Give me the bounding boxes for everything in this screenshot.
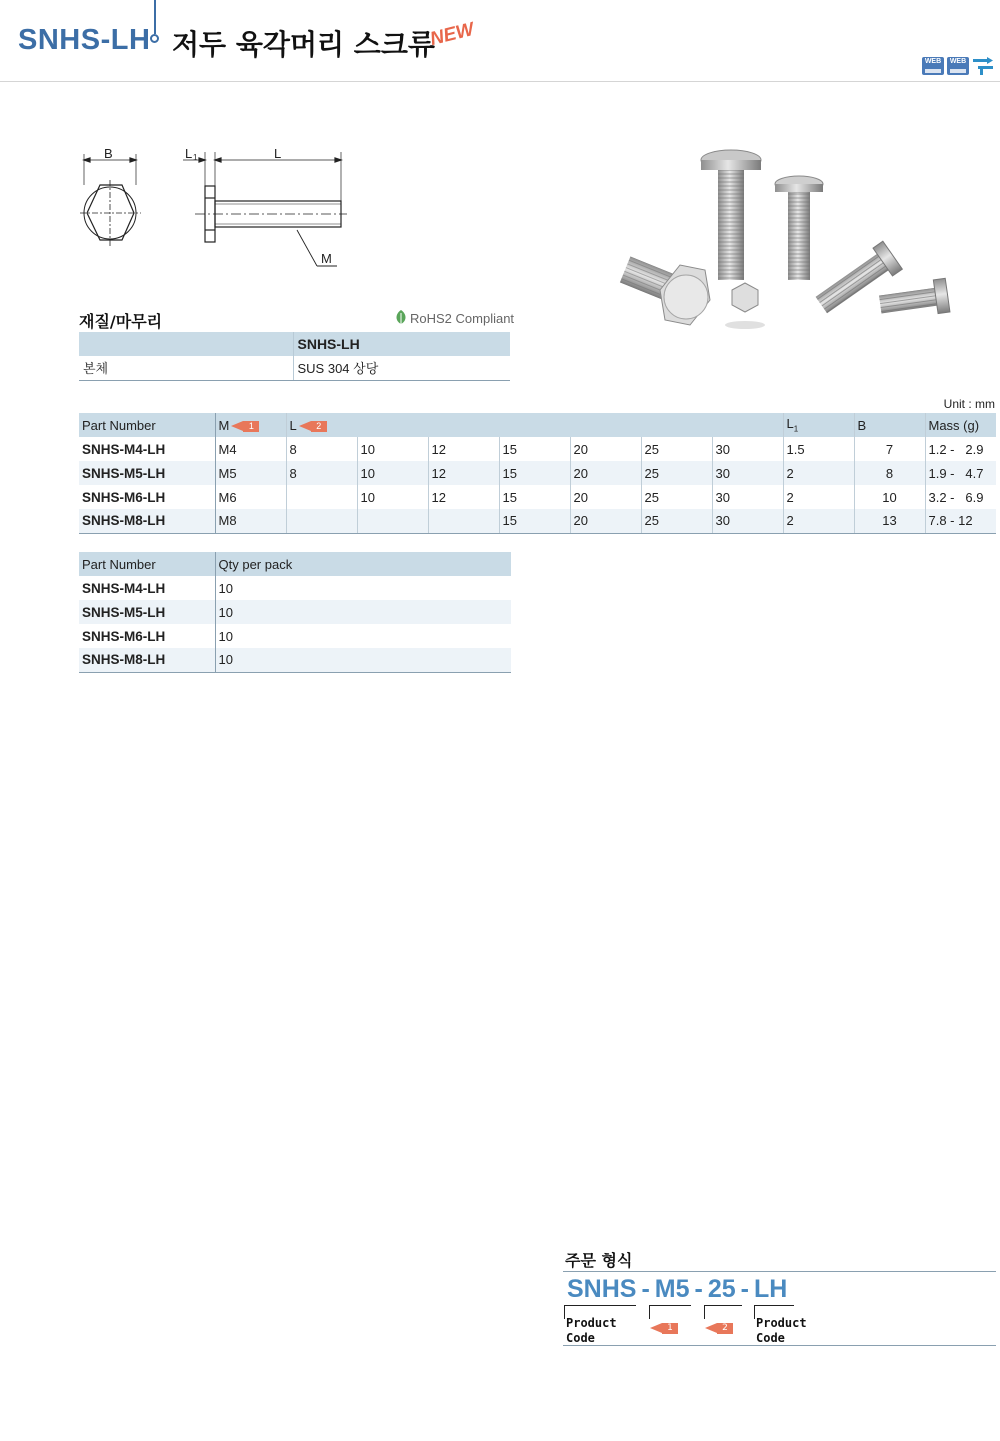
order-bracket [649,1305,691,1319]
page-title: 저두 육각머리 스크류 [172,28,435,61]
cart-icon[interactable] [972,57,994,75]
col-l1-label: L [786,416,794,432]
qty-cell: 10 [215,600,511,624]
l-cell: 12 [428,437,499,461]
col-b: B [854,413,925,437]
flag-2-icon: 2 [311,421,327,432]
col-m-label: M [218,417,230,433]
product-code: SNHS-LH [18,24,151,56]
part-number-cell[interactable]: SNHS-M6-LH [79,485,215,509]
order-sep: - [694,1275,703,1303]
order-flag-2 [705,1318,733,1337]
unit-label: Unit : mm [943,397,995,411]
qty-col-part-number: Part Number [79,552,215,576]
l-cell: 20 [570,509,641,533]
table-row [79,509,996,533]
col-l [286,413,783,437]
l-cell: 8 [286,437,357,461]
part-number-cell[interactable]: SNHS-M4-LH [79,437,215,461]
mass-cell: 1.9 - 4.7 [925,461,996,485]
material-value: SUS 304 상당 [293,356,510,380]
part-number-cell[interactable]: SNHS-M8-LH [79,509,215,533]
web-badge-icon[interactable]: WEB [947,57,969,75]
order-divider-top [563,1271,996,1272]
mass-cell: 3.2 - 6.9 [928,489,984,505]
m-cell: M6 [215,485,286,509]
order-flag-1 [650,1318,678,1337]
web-badge-icon[interactable]: WEB [922,57,944,75]
order-label-product-code: Product Code [566,1316,617,1345]
l1-cell: 2 [783,485,854,509]
table-row [79,485,996,509]
l-cell: 20 [570,461,641,485]
qty-table [79,552,511,673]
m-cell: M5 [215,461,286,485]
table-row [79,461,996,485]
table-row [79,624,511,648]
l-cell [428,509,499,533]
part-number-cell[interactable]: SNHS-M5-LH [79,461,215,485]
table-row [79,648,511,672]
col-part-number: Part Number [79,413,215,437]
flag-2-icon: 2 [717,1323,733,1334]
l-cell: 15 [499,461,570,485]
order-part-l: 25 [707,1275,736,1303]
col-l1-sub: 1 [793,424,799,434]
col-l-label: L [289,417,297,433]
m-cell: M8 [215,509,286,533]
b-cell: 8 [854,461,925,485]
material-header-blank [79,332,293,356]
material-section-title: 재질/마무리 [79,312,163,331]
l-cell: 30 [712,461,783,485]
rohs-label: RoHS2 Compliant [410,310,515,326]
material-header-product: SNHS-LH [293,332,510,356]
l-cell: 10 [357,461,428,485]
part-number-cell[interactable]: SNHS-M5-LH [79,600,215,624]
dim-label-l1-sub: 1 [193,153,198,162]
order-label-product-code: Product Code [756,1316,807,1345]
l-cell: 12 [428,461,499,485]
l-cell: 20 [570,485,641,509]
l-cell: 10 [357,437,428,461]
flag-1-icon: 1 [243,421,259,432]
l-cell: 15 [499,437,570,461]
table-row [79,576,511,600]
b-cell: 13 [854,509,925,533]
l-cell: 15 [499,509,570,533]
dim-label-l1: L [185,146,193,161]
col-l1 [783,413,854,437]
l-cell: 15 [499,485,570,509]
order-sep: - [641,1275,650,1303]
order-divider-bottom [563,1345,996,1346]
part-number-cell[interactable]: SNHS-M8-LH [79,648,215,672]
l-cell: 25 [641,461,712,485]
dim-label-m: M [321,251,332,266]
qty-cell: 10 [215,648,511,672]
order-sep: - [740,1275,749,1303]
table-row [79,356,510,380]
table-row [79,600,511,624]
page-header [0,0,1000,82]
material-table [79,332,510,381]
l-cell: 25 [641,485,712,509]
col-mass: Mass (g) [925,413,996,437]
l-cell: 8 [286,461,357,485]
order-part-product: SNHS [567,1275,637,1303]
table-row [79,437,996,461]
material-part: 본체 [79,356,293,380]
part-number-cell[interactable]: SNHS-M6-LH [79,624,215,648]
l-cell: 25 [641,437,712,461]
order-part-m: M5 [654,1275,690,1303]
order-part-suffix: LH [754,1275,788,1303]
l1-cell: 2 [783,461,854,485]
technical-drawing [75,140,375,280]
new-badge: NEW [427,18,477,51]
b-cell: 10 [854,485,925,509]
l-cell [286,509,357,533]
qty-col-pack: Qty per pack [215,552,511,576]
part-number-cell[interactable]: SNHS-M4-LH [79,576,215,600]
header-divider [154,0,156,34]
l-cell: 20 [570,437,641,461]
l-cell: 30 [712,509,783,533]
mass-cell: 1.2 - 2.9 [928,441,984,457]
leaf-icon [395,310,407,326]
spec-table [79,413,996,534]
l-cell: 30 [712,437,783,461]
b-cell: 7 [854,437,925,461]
product-photo [600,140,990,340]
l-cell: 12 [428,485,499,509]
l1-cell: 1.5 [783,437,854,461]
rohs-badge [395,310,514,326]
flag-1-icon: 1 [662,1323,678,1334]
l-cell: 30 [712,485,783,509]
qty-cell: 10 [218,580,233,596]
header-divider-dot [150,34,159,43]
order-code-example [567,1275,792,1304]
web-icons [922,57,994,75]
col-m [215,413,286,437]
l-cell: 25 [641,509,712,533]
dim-label-b: B [104,146,113,161]
l1-cell: 2 [783,509,854,533]
qty-cell: 10 [218,628,233,644]
l-cell: 10 [357,485,428,509]
m-cell: M4 [215,437,286,461]
dim-label-l: L [274,146,282,161]
mass-cell: 7.8 - 12 [925,509,996,533]
l-cell [357,509,428,533]
order-bracket [704,1305,742,1319]
order-section-title: 주문 형식 [565,1251,633,1270]
l-cell [286,485,357,509]
